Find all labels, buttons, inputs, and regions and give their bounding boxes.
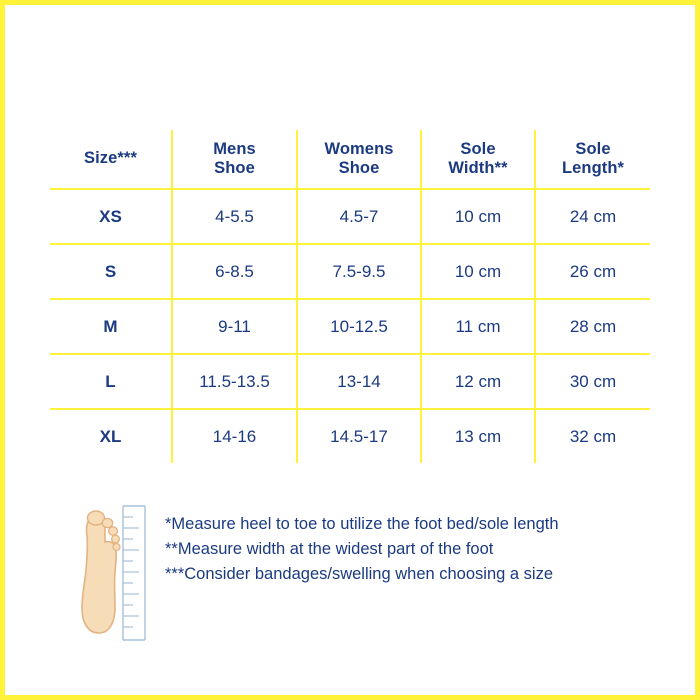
cell-womens: 4.5-7 [297, 189, 421, 244]
column-header-womens-shoe [297, 130, 421, 189]
column-header-length-line1: Sole [575, 139, 611, 158]
cell-length: 32 cm [535, 409, 650, 463]
column-header-mens-line2: Shoe [214, 159, 255, 177]
footnote-3: ***Consider bandages/swelling when choosing a size [165, 565, 553, 584]
footnotes-list [165, 512, 655, 587]
table-body [50, 189, 650, 463]
table-header-row [50, 130, 650, 189]
cell-size: S [50, 244, 172, 299]
cell-width: 13 cm [421, 409, 535, 463]
footnote-2: **Measure width at the widest part of the foot [165, 540, 494, 559]
column-header-sole-width [421, 130, 535, 189]
cell-mens: 9-11 [172, 299, 297, 354]
column-header-mens-line1: Mens [213, 139, 256, 158]
column-header-length-line2: Length* [561, 159, 625, 177]
cell-length: 30 cm [535, 354, 650, 409]
cell-width: 10 cm [421, 244, 535, 299]
cell-size: L [50, 354, 172, 409]
cell-size: XL [99, 426, 122, 446]
cell-mens: 6-8.5 [172, 244, 297, 299]
cell-womens: 7.5-9.5 [297, 244, 421, 299]
column-header-womens-line2: Shoe [338, 159, 380, 177]
cell-width: 12 cm [421, 354, 535, 409]
column-header-size [50, 130, 172, 189]
column-header-womens-line1: Womens [324, 139, 394, 158]
cell-womens: 13-14 [297, 354, 421, 409]
table-header [50, 130, 650, 189]
cell-length: 24 cm [535, 189, 650, 244]
cell-womens: 10-12.5 [297, 299, 421, 354]
cell-length: 26 cm [535, 244, 650, 299]
table-row [50, 299, 650, 354]
page-inner [5, 5, 695, 695]
cell-length: 28 cm [535, 299, 650, 354]
table-row [50, 244, 650, 299]
column-header-sole-length [535, 130, 650, 189]
cell-mens: 14-16 [172, 409, 297, 463]
table-row [50, 354, 650, 409]
cell-womens: 14.5-17 [297, 409, 421, 463]
column-header-mens-shoe [172, 130, 297, 189]
table-row [50, 189, 650, 244]
column-header-width-line1: Sole [460, 139, 496, 158]
foot-with-ruler-icon [65, 490, 155, 645]
table-row [50, 409, 650, 463]
footnote-area [65, 490, 655, 650]
cell-mens: 11.5-13.5 [172, 354, 297, 409]
cell-width: 11 cm [421, 299, 535, 354]
cell-size: M [50, 299, 172, 354]
cell-mens: 4-5.5 [172, 189, 297, 244]
cell-size: XS [50, 189, 172, 244]
column-header-width-line2: Width** [448, 159, 508, 177]
column-header-size-line1: Size*** [84, 149, 137, 168]
cell-width: 10 cm [421, 189, 535, 244]
size-chart-table [50, 130, 650, 463]
footnote-1: *Measure heel to toe to utilize the foot bed/sole length [165, 515, 559, 533]
